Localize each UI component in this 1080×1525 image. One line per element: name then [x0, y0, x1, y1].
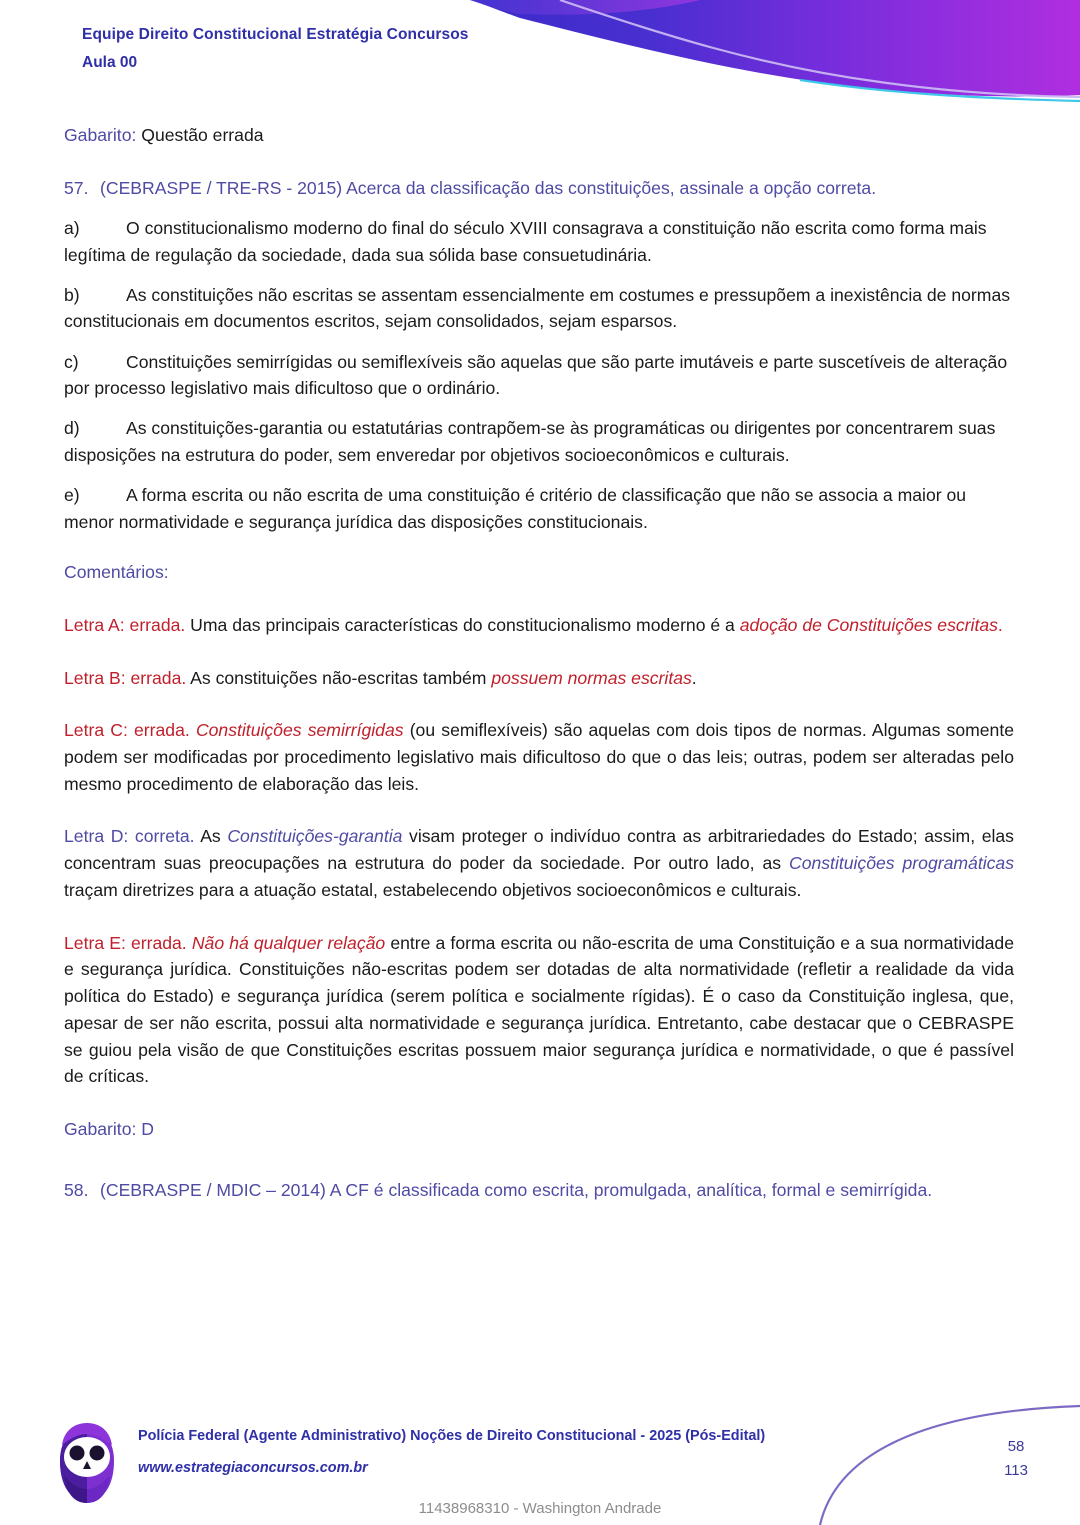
- question-item-57: [64, 175, 1014, 201]
- comment-emphasis-1: Constituições-garantia: [227, 826, 403, 847]
- alternative-text: As constituições não escritas se assentam essencialmente em costumes e pressupõem a inexistência de normas constitucionais em documentos escritos, sejam consolidados, sejam esparsos.: [64, 284, 1011, 332]
- gabarito-label: Gabarito:: [64, 125, 137, 145]
- comment-tail: (ou semiflexíveis) são aquelas com dois tipos de normas. Algumas somente podem ser modificadas por procedimento legislativo mais dificultoso do que o das leis; outras, podem ser alteradas pelo mesmo procedimento de elaboração das leis.: [64, 720, 1015, 794]
- alternative-letter: b): [64, 284, 80, 305]
- gabarito-label: Gabarito:: [64, 1119, 137, 1140]
- comment-letra-c: [64, 717, 1014, 797]
- comment-tail: .: [691, 667, 697, 688]
- comment-lead: Letra D: correta.: [64, 826, 195, 847]
- gabarito-top: [64, 122, 1014, 149]
- comment-mid: As: [194, 826, 228, 847]
- page-total: 113: [1004, 1462, 1028, 1479]
- comment-letra-d: [64, 823, 1014, 903]
- page-number-block: [1004, 1435, 1028, 1483]
- comment-tail: traçam diretrizes para a atuação estatal, estabelecendo objetivos socioeconômicos e culturais.: [64, 879, 802, 900]
- comment-mid: As constituições não-escritas também: [186, 667, 492, 688]
- comment-emphasis: adoção de Constituições escritas: [739, 614, 998, 635]
- comment-letra-e: [64, 930, 1014, 1090]
- page-current: 58: [1007, 1438, 1025, 1455]
- comment-lead: Letra A: errada.: [64, 614, 186, 635]
- comentarios-heading: [64, 559, 1014, 586]
- alternative-c: [64, 349, 1014, 402]
- alternative-letter: c): [64, 351, 79, 372]
- alternative-letter: d): [64, 418, 80, 439]
- alternative-letter: a): [64, 218, 80, 239]
- question-item-58: [64, 1177, 1014, 1203]
- comment-emphasis-2: Constituições programáticas: [788, 853, 1014, 874]
- comment-letra-b: [64, 665, 1014, 692]
- gabarito-value: D: [136, 1119, 154, 1140]
- comment-lead: Letra B: errada.: [64, 667, 187, 688]
- header-team-name: Equipe Direito Constitucional Estratégia Concursos: [82, 26, 469, 43]
- question-text: (CEBRASPE / TRE-RS - 2015) Acerca da classificação das constituições, assinale a opção correta.: [100, 177, 877, 198]
- watermark-text: 11438968310 - Washington Andrade: [418, 1500, 662, 1517]
- alternative-text: As constituições-garantia ou estatutárias contrapõem-se às programáticas ou dirigentes por concentrarem suas disposições na estrutura do poder, sem enveredar por objetivos socioeconômicos e culturais.: [64, 418, 996, 465]
- comment-tail: entre a forma escrita ou não-escrita de uma Constituição e a sua normatividade e segurança jurídica. Constituições não-escritas podem ser dotadas de alta normatividade (refletir a realidade da vida política do Estado) e segurança jurídica (serem política e socialmente rígidas). É o caso da Constituição inglesa, que, apesar de ser não escrita, possui alta normatividade e segurança jurídica. Entretanto, cabe destacar que o CEBRASPE se guiou pela visão de que Constituições escritas possuem maior segurança jurídica e normatividade, o que é passível de críticas.: [64, 932, 1015, 1087]
- question-number: 58.: [64, 1179, 89, 1200]
- document-content: [64, 122, 1014, 1217]
- gabarito-value: Questão errada: [136, 125, 264, 145]
- comment-lead: Letra E: errada.: [64, 932, 187, 953]
- alternative-text: A forma escrita ou não escrita de uma constituição é critério de classificação que não se associa a maior ou menor normatividade e segurança jurídica das disposições constitucionais.: [64, 485, 967, 532]
- footer-website-link[interactable]: www.estrategiaconcursos.com.br: [138, 1459, 368, 1476]
- header-lesson-label: Aula 00: [82, 53, 138, 71]
- alternative-letter: e): [64, 485, 80, 506]
- alternative-a: [64, 215, 1014, 268]
- alternative-e: [64, 482, 1014, 535]
- footer-text-block: [138, 1428, 765, 1477]
- comment-mid-2: visam proteger o indivíduo contra as arbitrariedades do Estado; assim, elas concentram suas preocupações na estrutura do poder da sociedade. Por outro lado, as: [64, 826, 1014, 874]
- footer-course-title: Polícia Federal (Agente Administrativo) Noções de Direito Constitucional - 2025 (Pós-Edital): [138, 1428, 766, 1445]
- alternative-text: O constitucionalismo moderno do final do século XVIII consagrava a constituição não escrita como forma mais legítima de regulação da sociedade, dada sua sólida base consuetudinária.: [64, 218, 987, 265]
- question-text: (CEBRASPE / MDIC – 2014) A CF é classificada como escrita, promulgada, analítica, formal e semirrígida.: [100, 1179, 933, 1200]
- comentarios-label: Comentários:: [64, 562, 169, 583]
- comment-tail: .: [997, 614, 1003, 635]
- comment-mid: Uma das principais características do constitucionalismo moderno é a: [185, 614, 740, 635]
- comment-lead: Letra C: errada.: [64, 720, 190, 741]
- comment-letra-a: [64, 612, 1014, 639]
- owl-logo-icon: [56, 1419, 118, 1505]
- alternative-d: [64, 415, 1014, 468]
- alternative-b: [64, 282, 1014, 335]
- gabarito-d: [64, 1116, 1014, 1143]
- alternative-text: Constituições semirrígidas ou semiflexíveis são aquelas que são parte imutáveis e parte suscetíveis de alteração por processo legislativo mais dificultoso que o ordinário.: [64, 351, 1008, 399]
- question-number: 57.: [64, 177, 89, 198]
- comment-emphasis: possuem normas escritas: [491, 667, 692, 688]
- header-title-block: [82, 26, 469, 72]
- comment-emphasis: Constituições semirrígidas: [195, 720, 404, 741]
- comment-emphasis: Não há qualquer relação: [191, 932, 386, 953]
